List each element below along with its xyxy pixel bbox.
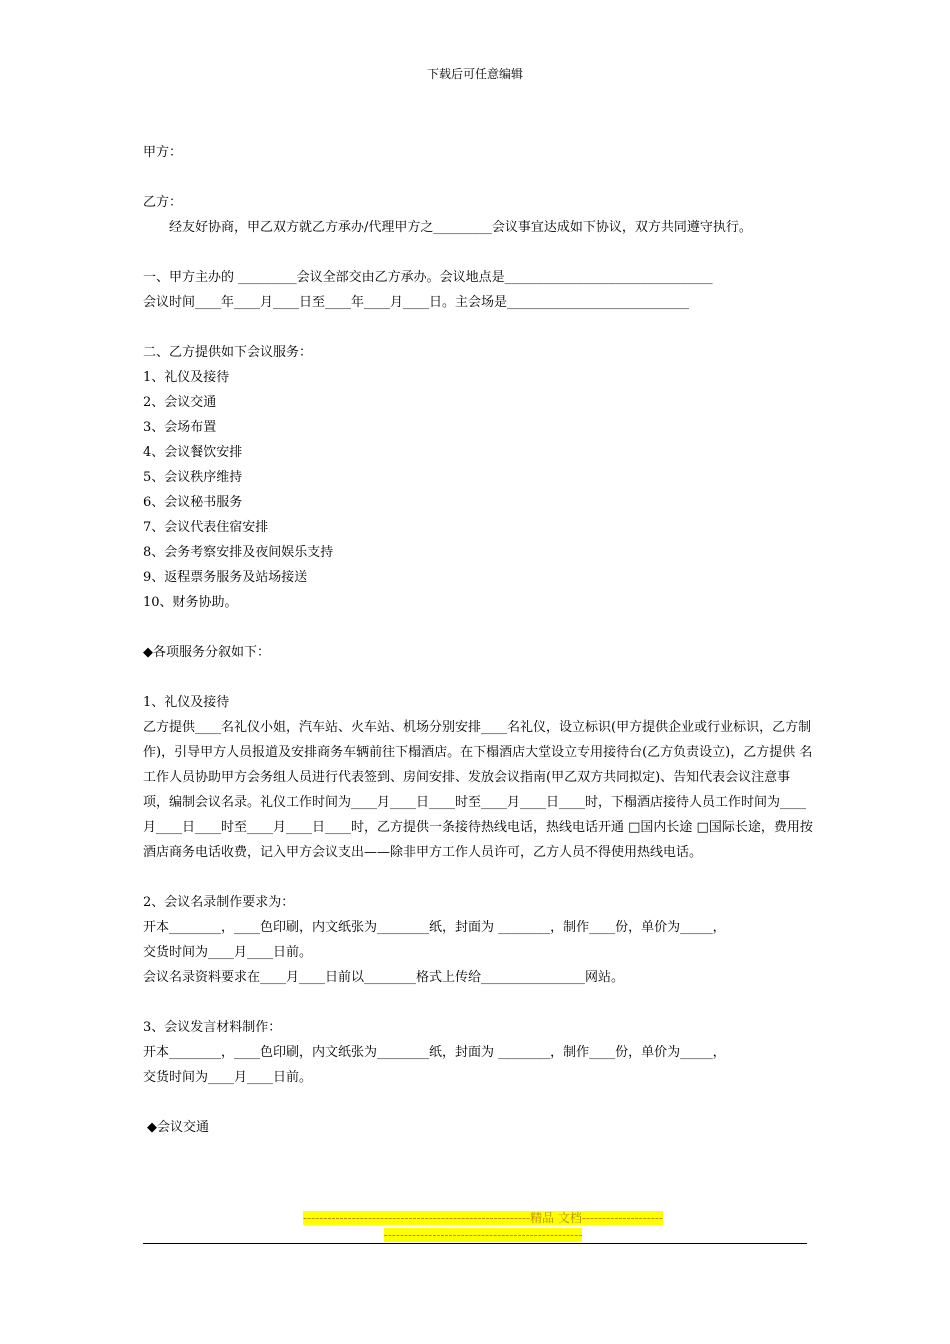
service-item: 1、礼仪及接待 (143, 370, 230, 385)
blank-line (143, 165, 813, 190)
section-3-heading: 3、会议发言材料制作： (143, 1020, 282, 1035)
services-detail-heading: ◆各项服务分叙如下： (143, 645, 270, 660)
service-item: 6、会议秘书服务 (143, 495, 243, 510)
party-b-line: 乙方： (143, 195, 183, 210)
section-2-heading: 2、会议名录制作要求为： (143, 895, 295, 910)
blank-line (143, 1090, 813, 1115)
service-item: 3、会场布置 (143, 420, 217, 435)
footer-highlight: --------------------------------------------------------精品 文档--------------------------------------------------------------------- (303, 1211, 663, 1242)
section-1-paragraph: 乙方提供____名礼仪小姐，汽车站、火车站、机场分别安排____名礼仪，设立标识(甲方提供企业或行业标识，乙方制作)，引导甲方人员报道及安排商务车辆前往下榻酒店。在下榻酒店大堂设立专用接待台(乙方负责设立)，乙方提供 名工作人员协助甲方会务组人员进行代表签到、房间安排、发放会议指南(甲乙双方共同拟定)、告知代表会议注意事项，编制会议名录。礼仪工作时间为____月____日____时至____月____日____时，下榻酒店接待人员工作时间为____月____日____时至____月____日____时，乙方提供一条接待热线电话，热线电话开通 □国内长途 □国际长途，费用按酒店商务电话收费，记入甲方会议支出——除非甲方工作人员许可，乙方人员不得使用热线电话。 (143, 720, 813, 860)
document-body (143, 140, 813, 1140)
blank-line (143, 665, 813, 690)
page-footer (143, 1210, 807, 1250)
section-2-line-3: 会议名录资料要求在____月____日前以________格式上传给________________网站。 (143, 970, 625, 985)
footer-rule (143, 1243, 807, 1244)
service-item: 8、会务考察安排及夜间娱乐支持 (143, 545, 334, 560)
section-3-line-2: 交货时间为____月____日前。 (143, 1070, 313, 1085)
meeting-transport-heading: ◆会议交通 (147, 1120, 209, 1135)
service-item: 5、会议秩序维持 (143, 470, 243, 485)
clause-1-line-2: 会议时间____年____月____日至____年____月____日。主会场是____________________________ (143, 295, 690, 310)
service-item: 4、会议餐饮安排 (143, 445, 243, 460)
blank-line (143, 240, 813, 265)
service-item: 9、返程票务服务及站场接送 (143, 570, 308, 585)
blank-line (143, 865, 813, 890)
blank-line (143, 990, 813, 1015)
service-item: 10、财务协助。 (143, 595, 238, 610)
clause-2-heading: 二、乙方提供如下会议服务： (143, 345, 313, 360)
page-header: 下载后可任意编辑 (426, 67, 523, 81)
blank-line (143, 615, 813, 640)
section-2-line-2: 交货时间为____月____日前。 (143, 945, 313, 960)
footer-text (303, 1210, 663, 1244)
section-3-line-1: 开本________，____色印刷，内文纸张为________纸，封面为 ________，制作____份，单价为_____， (143, 1045, 726, 1060)
service-item: 2、会议交通 (143, 395, 217, 410)
service-item: 7、会议代表住宿安排 (143, 520, 269, 535)
clause-1-line-1: 一、甲方主办的 _________会议全部交由乙方承办。会议地点是________________________________ (143, 270, 713, 285)
section-2-line-1: 开本________，____色印刷，内文纸张为________纸，封面为 ________，制作____份，单价为_____， (143, 920, 726, 935)
party-a-line: 甲方： (143, 145, 183, 160)
blank-line (143, 315, 813, 340)
section-1-heading: 1、礼仪及接待 (143, 695, 230, 710)
preamble-paragraph: 经友好协商，甲乙双方就乙方承办/代理甲方之_________会议事宜达成如下协议，双方共同遵守执行。 (169, 220, 752, 235)
